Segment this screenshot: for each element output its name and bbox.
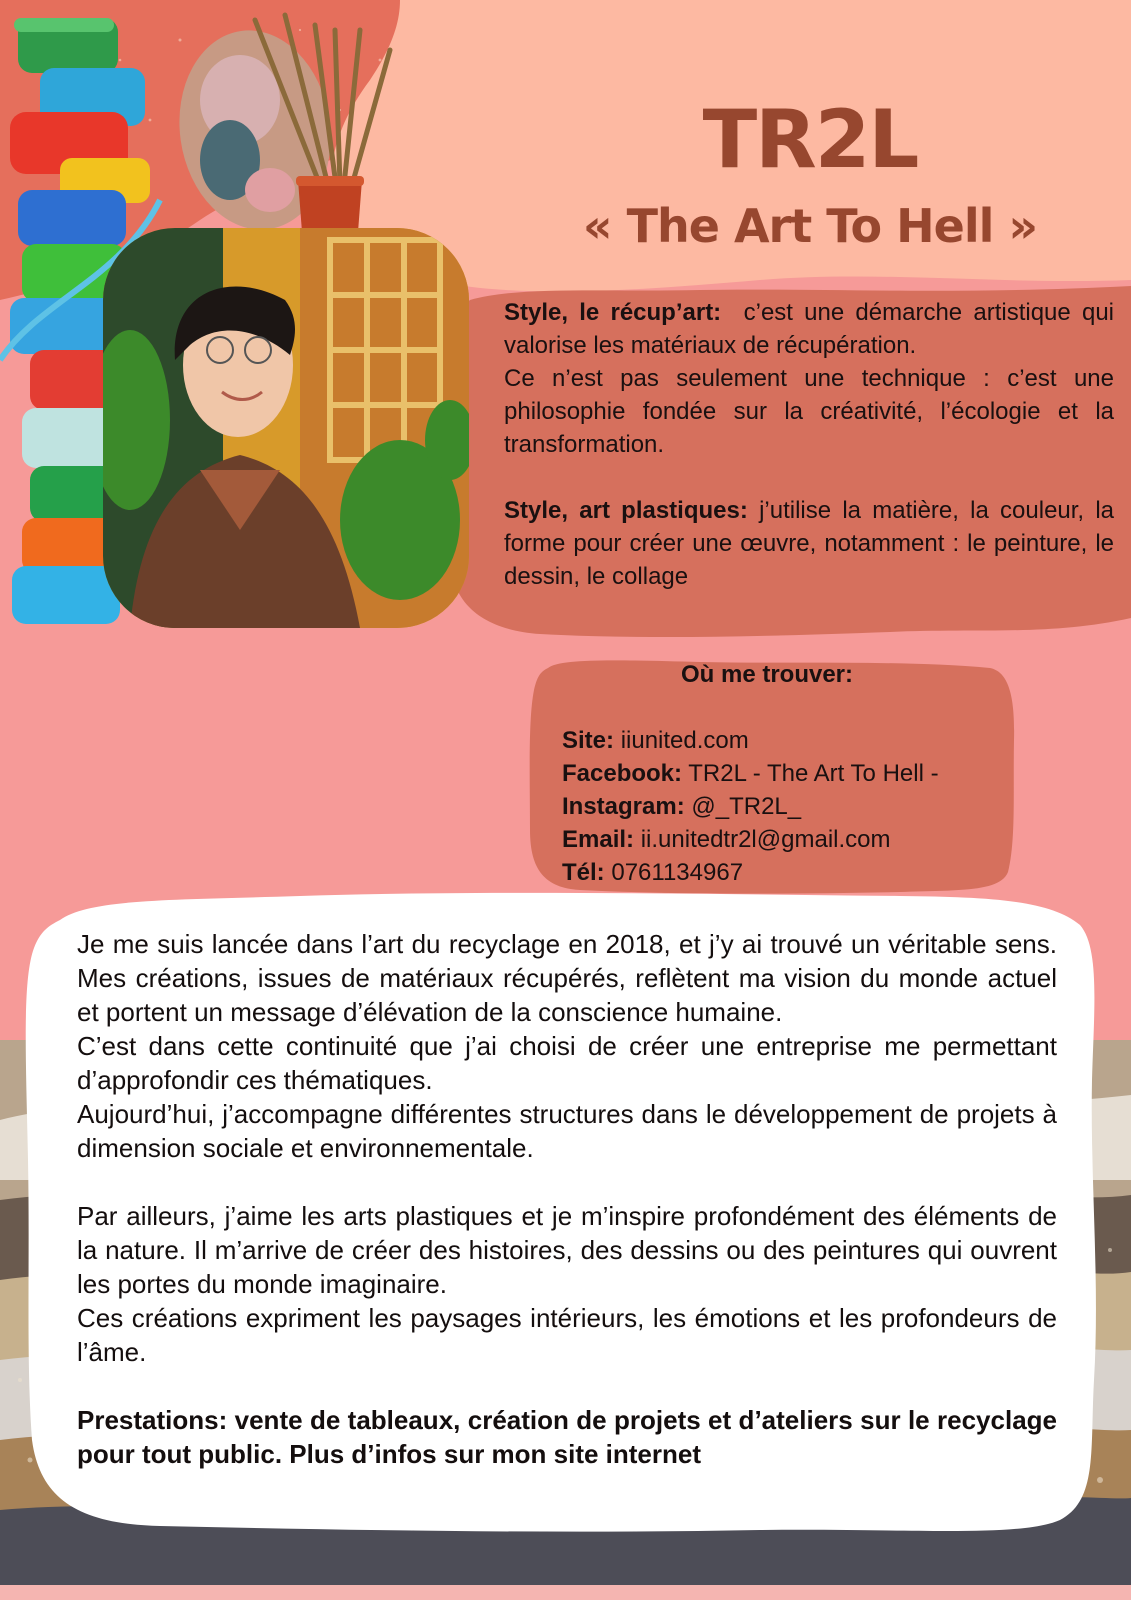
instagram-link[interactable]: @_TR2L_ [691,793,802,820]
recup-text: c’est une démarche artistique qui valorise les matériaux de récupération. [504,299,1114,359]
plastic-paragraph [504,494,1114,593]
contact-facebook-label: Facebook: [562,760,683,787]
portrait-photo [90,228,475,628]
email-link[interactable]: ii.unitedtr2l@gmail.com [640,826,891,853]
plastic-text: j’utilise la matière, la couleur, la forme pour créer une œuvre, notamment : le peinture, le dessin, le collage [504,497,1114,590]
contact-site-label: Site: [562,727,615,754]
bio-paragraph-1: Je me suis lancée dans l’art du recyclage en 2018, et j’y ai trouvé un véritable sens. Mes créations, issues de matériaux récupérés, reflètent ma vision du monde actuel et portent un message d’élévation de la conscience humaine. [77,929,1057,1027]
bio-paragraph-5: Ces créations expriment les paysages intérieurs, les émotions et les profondeurs de l’âme. [77,1303,1057,1367]
plastic-label: Style, art plastiques: [504,497,748,524]
site-link[interactable]: iiunited.com [620,727,749,754]
prestations-text: Prestations: vente de tableaux, création de projets et d’ateliers sur le recyclage pour tout public. Plus d’infos sur mon site internet [77,1405,1057,1469]
contact-phone [562,856,1002,889]
contact-heading: Où me trouver: [680,661,854,688]
recup-label: Style, le récup’art: [504,299,722,326]
contact-site [562,724,1002,757]
recup-paragraph [504,296,1114,362]
page-title: TR2L [702,93,918,186]
bio-text [77,927,1057,1471]
contact-instagram [562,790,1002,823]
facebook-link[interactable]: TR2L - The Art To Hell - [688,760,939,787]
bio-paragraph-3: Aujourd’hui, j’accompagne différentes structures dans le développement de projets à dimension sociale et environnementale. [77,1099,1057,1163]
philosophy-paragraph: Ce n’est pas seulement une technique : c’est une philosophie fondée sur la créativité, l’écologie et la transformation. [504,365,1114,458]
phone-link[interactable]: 0761134967 [611,859,744,886]
contact-email-label: Email: [562,826,635,853]
contact-email [562,823,1002,856]
contact-facebook [562,757,1002,790]
bio-paragraph-4: Par ailleurs, j’aime les arts plastiques et je m’inspire profondément des éléments de la nature. Il m’arrive de créer des histoires, des dessins ou des peintures qui ouvrent les portes du monde imaginaire. [77,1201,1057,1299]
contact-phone-label: Tél: [562,859,605,886]
style-description [504,296,1114,593]
bio-paragraph-2: C’est dans cette continuité que j’ai choisi de créer une entreprise me permettant d’approfondir ces thématiques. [77,1031,1057,1095]
contact-instagram-label: Instagram: [562,793,685,820]
page-subtitle: « The Art To Hell » [582,199,1038,253]
contact-box [562,658,1002,889]
